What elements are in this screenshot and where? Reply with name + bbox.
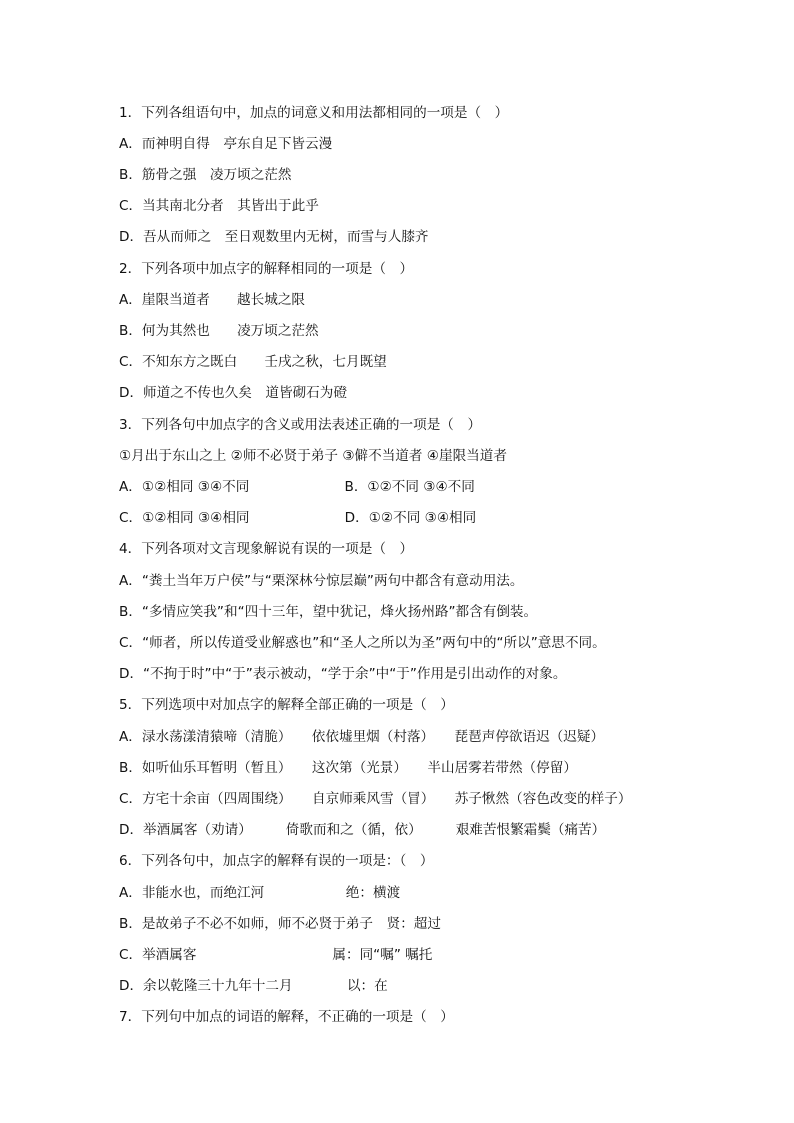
question-1-option-d: D．吾从而师之 至日观数里内无树，而雪与人膝齐 — [119, 229, 429, 245]
question-2-option-b: B．何为其然也 凌万顷之茫然 — [119, 323, 319, 339]
question-5-option-c: C．方宅十余亩（四周围绕） 自京师乘风雪（冒） 苏子愀然（容色改变的样子） — [119, 791, 632, 807]
question-3-options-ab: A．①②相同 ③④不同 B．①②不同 ③④不同 — [119, 479, 475, 495]
question-6-option-d: D．余以乾隆三十九年十二月 以：在 — [119, 978, 388, 994]
question-2-option-c: C．不知东方之既白 壬戌之秋，七月既望 — [119, 354, 387, 370]
question-7-stem: 7．下列句中加点的词语的解释，不正确的一项是（ ） — [119, 1009, 454, 1025]
question-2-option-a: A．崖限当道者 越长城之限 — [119, 292, 306, 308]
question-3-options-cd: C．①②相同 ③④相同 D．①②不同 ③④相同 — [119, 510, 477, 526]
question-5-option-d: D．举酒属客（劝请） 倚歌而和之（循，依） 艰难苦恨繁霜鬓（痛苦） — [119, 822, 606, 838]
question-5-option-b: B．如听仙乐耳暂明（暂且） 这次第（光景） 半山居雾若带然（停留） — [119, 760, 577, 776]
question-4-option-a: A．“粪土当年万户侯”与“栗深林兮惊层巅”两句中都含有意动用法。 — [119, 573, 524, 589]
question-6-option-a: A．非能水也，而绝江河 绝：横渡 — [119, 885, 401, 901]
question-4-option-c: C．“师者，所以传道受业解惑也”和“圣人之所以为圣”两句中的“所以”意思不同。 — [119, 635, 606, 651]
question-1-option-c: C．当其南北分者 其皆出于此乎 — [119, 198, 319, 214]
question-5-stem: 5．下列选项中对加点字的解释全部正确的一项是（ ） — [119, 697, 454, 713]
question-3-sentences: ①月出于东山之上 ②师不必贤于弟子 ③僻不当道者 ④崖限当道者 — [119, 448, 507, 464]
question-4-stem: 4．下列各项对文言现象解说有误的一项是（ ） — [119, 541, 414, 557]
question-6-option-c: C．举酒属客 属：同“嘱” 嘱托 — [119, 947, 433, 963]
question-4-option-d: D．“不拘于时”中“于”表示被动，“学于余”中“于”作用是引出动作的对象。 — [119, 666, 567, 682]
question-4-option-b: B．“多情应笑我”和“四十三年，望中犹记，烽火扬州路”都含有倒装。 — [119, 604, 538, 620]
question-2-option-d: D．师道之不传也久矣 道皆砌石为磴 — [119, 385, 347, 401]
question-2-stem: 2．下列各项中加点字的解释相同的一项是（ ） — [119, 261, 414, 277]
question-1-option-b: B．筋骨之强 凌万顷之茫然 — [119, 167, 292, 183]
question-6-option-b: B．是故弟子不必不如师，师不必贤于弟子 贤：超过 — [119, 916, 441, 932]
question-1-option-a: A．而神明自得 亭东自足下皆云漫 — [119, 136, 333, 152]
question-6-stem: 6．下列各句中，加点字的解释有误的一项是：（ ） — [119, 853, 434, 869]
question-1-stem: 1．下列各组语句中，加点的词意义和用法都相同的一项是（ ） — [119, 105, 509, 121]
question-5-option-a: A．渌水荡漾清猿啼（清脆） 依依墟里烟（村落） 琵琶声停欲语迟（迟疑） — [119, 729, 605, 745]
question-3-stem: 3．下列各句中加点字的含义或用法表述正确的一项是（ ） — [119, 417, 482, 433]
